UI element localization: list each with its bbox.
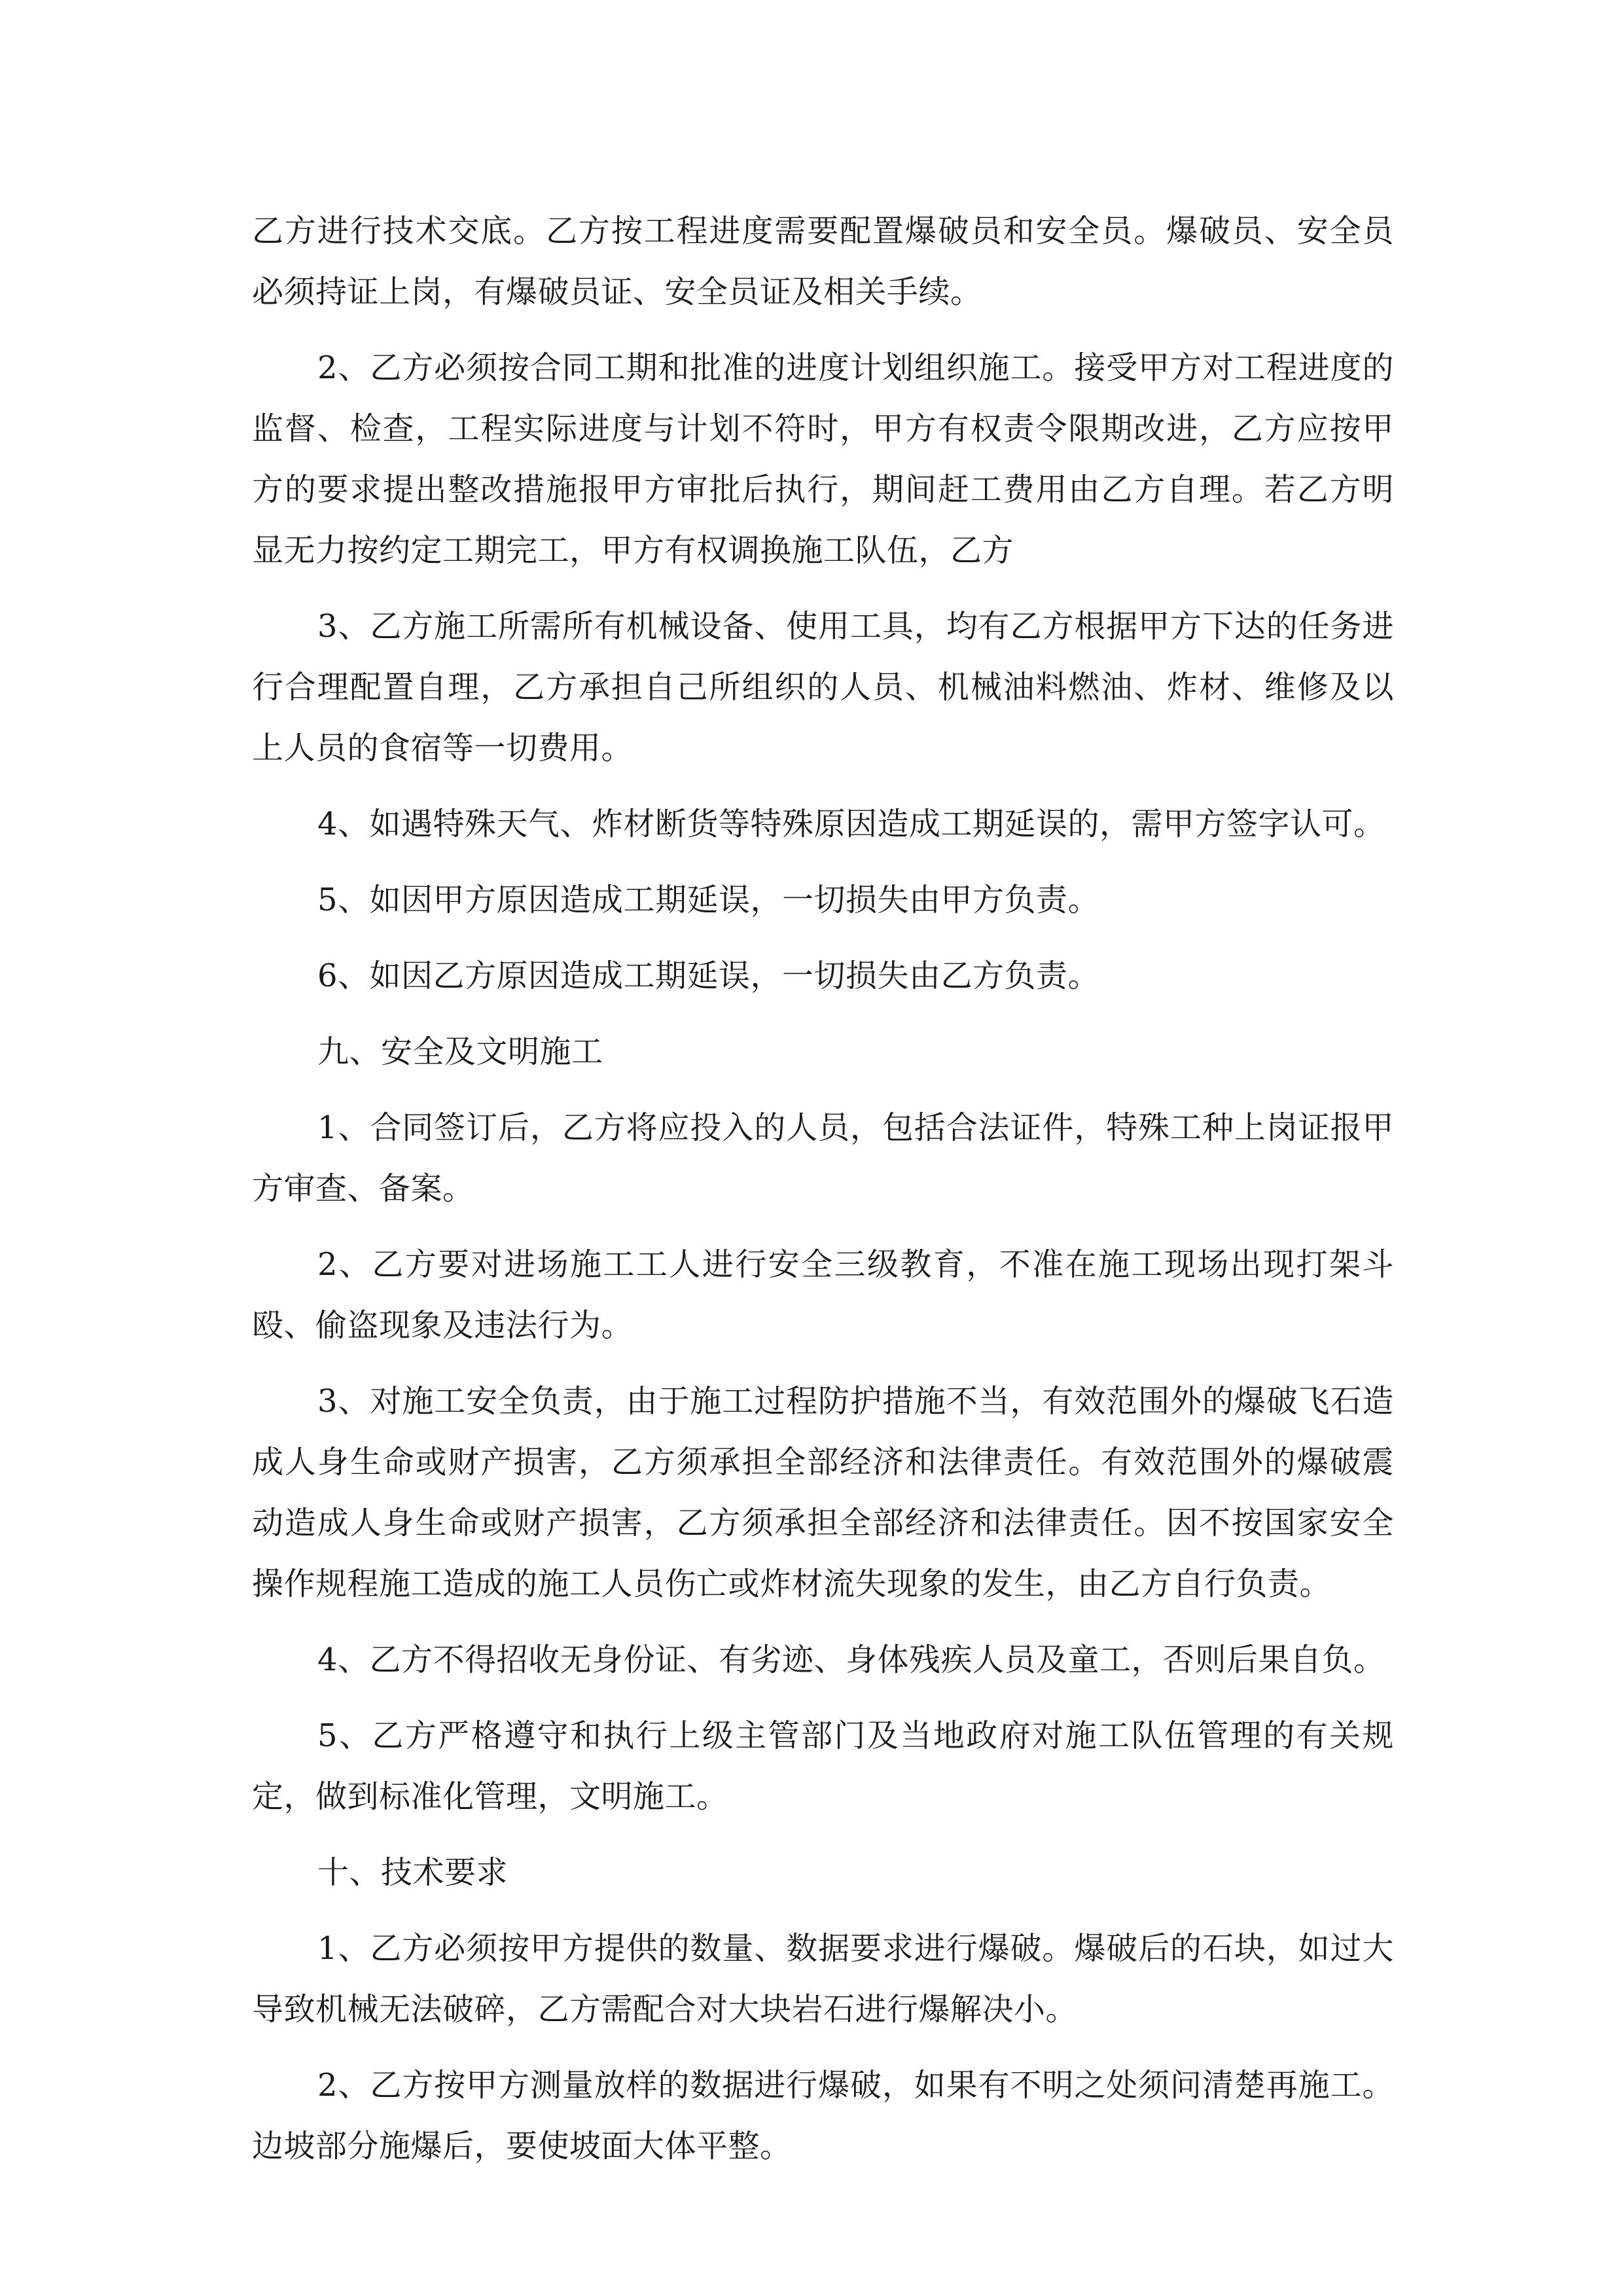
section-heading-10: 十、技术要求: [317, 1854, 508, 1891]
clause-9-3: 3、对施工安全负责，由于施工过程防护措施不当，有效范围外的爆破飞石造成人身生命或财产损害，乙方须承担全部经济和法律责任。有效范围外的爆破震动造成人身生命或财产损害，乙方须承担全部经济和法律责任。因不按国家安全操作规程施工造成的施工人员伤亡或炸材流失现象的发生，由乙方自行负责。: [252, 1383, 1394, 1602]
clause-10-1: 1、乙方必须按甲方提供的数量、数据要求进行爆破。爆破后的石块，如过大导致机械无法破碎，乙方需配合对大块岩石进行爆解决小。: [252, 1930, 1394, 2028]
document-body: [252, 201, 1394, 2192]
clause-8-4: 4、如遇特殊天气、炸材断货等特殊原因造成工期延误的，需甲方签字认可。: [317, 806, 1385, 842]
clause-9-5: 5、乙方严格遵守和执行上级主管部门及当地政府对施工队伍管理的有关规定，做到标准化管理，文明施工。: [252, 1717, 1394, 1815]
clause-9-1: 1、合同签订后，乙方将应投入的人员，包括合法证件，特殊工种上岗证报甲方审查、备案。: [252, 1109, 1394, 1207]
section-heading-9: 九、安全及文明施工: [317, 1033, 603, 1070]
paragraph-continuation: 乙方进行技术交底。乙方按工程进度需要配置爆破员和安全员。爆破员、安全员必须持证上岗，有爆破员证、安全员证及相关手续。: [252, 213, 1394, 310]
clause-8-5: 5、如因甲方原因造成工期延误，一切损失由甲方负责。: [317, 882, 1100, 918]
clause-10-2: 2、乙方按甲方测量放样的数据进行爆破，如果有不明之处须问清楚再施工。边坡部分施爆后，要使坡面大体平整。: [252, 2067, 1394, 2164]
clause-8-6: 6、如因乙方原因造成工期延误，一切损失由乙方负责。: [317, 958, 1100, 994]
clause-8-3: 3、乙方施工所需所有机械设备、使用工具，均有乙方根据甲方下达的任务进行合理配置自理，乙方承担自己所组织的人员、机械油料燃油、炸材、维修及以上人员的食宿等一切费用。: [252, 608, 1394, 766]
clause-9-2: 2、乙方要对进场施工工人进行安全三级教育，不准在施工现场出现打架斗殴、偷盗现象及违法行为。: [252, 1246, 1394, 1344]
clause-9-4: 4、乙方不得招收无身份证、有劣迹、身体残疾人员及童工，否则后果自负。: [317, 1641, 1385, 1678]
clause-8-2: 2、乙方必须按合同工期和批准的进度计划组织施工。接受甲方对工程进度的监督、检查，工程实际进度与计划不符时，甲方有权责令限期改进，乙方应按甲方的要求提出整改措施报甲方审批后执行，期间赶工费用由乙方自理。若乙方明显无力按约定工期完工，甲方有权调换施工队伍，乙方: [252, 350, 1394, 569]
